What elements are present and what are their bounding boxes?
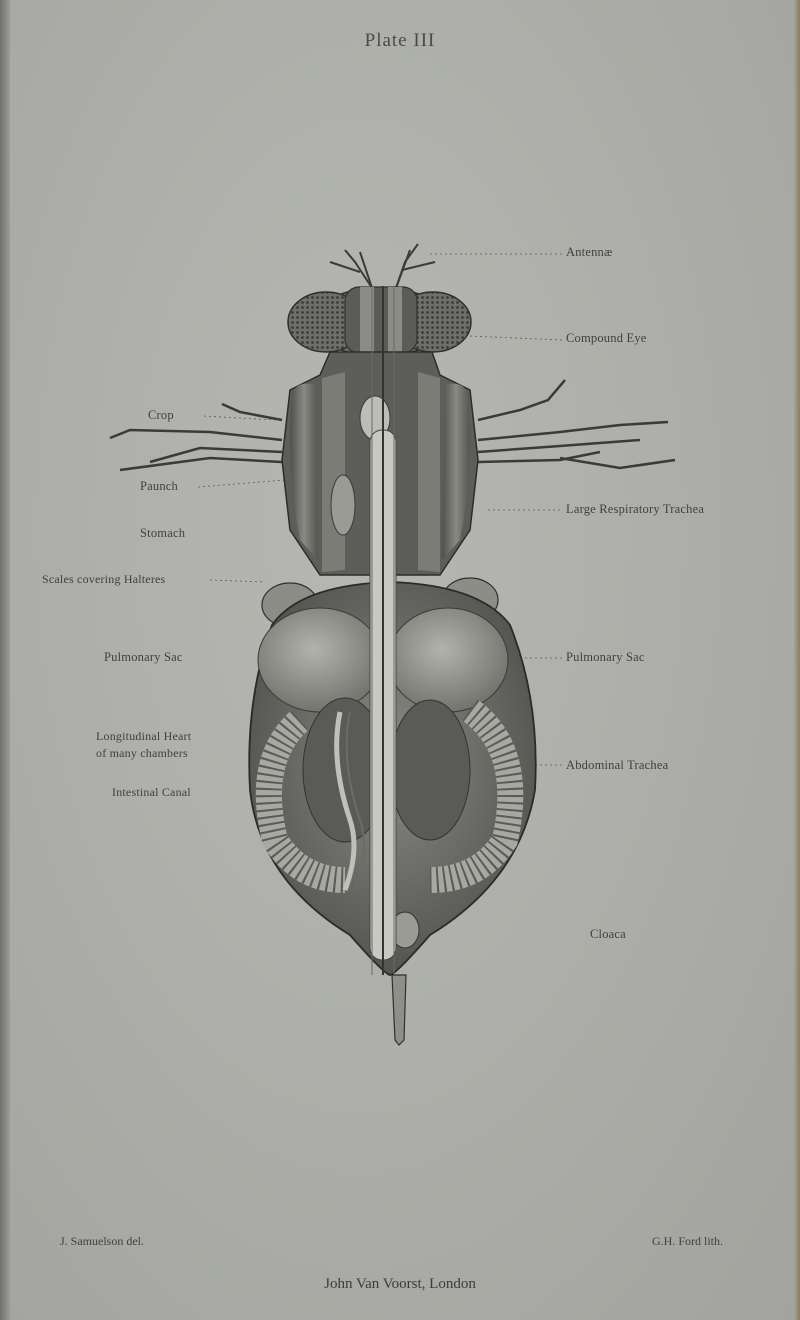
label-cloaca: Cloaca: [590, 927, 626, 941]
label-paunch: Paunch: [140, 479, 178, 493]
head-drawing: [288, 287, 471, 356]
lithographer-credit: G.H. Ford lith.: [652, 1234, 724, 1248]
plate-title: Plate III: [364, 30, 436, 51]
artist-credit: J. Samuelson del.: [60, 1234, 144, 1248]
label-compound-eye: Compound Eye: [566, 331, 647, 345]
label-crop: Crop: [148, 408, 174, 422]
publisher-credit: John Van Voorst, London: [324, 1276, 476, 1292]
label-large-respiratory-trachea: Large Respiratory Trachea: [566, 502, 705, 516]
label-longitudinal-heart-line2: of many chambers: [96, 746, 188, 760]
antennae-drawing: [330, 244, 435, 288]
tail-drawing: [392, 975, 406, 1045]
label-intestinal-canal: Intestinal Canal: [112, 785, 191, 799]
label-pulmonary-sac-left: Pulmonary Sac: [104, 650, 183, 664]
right-pulmonary-sac-drawing: [388, 608, 508, 712]
label-abdominal-trachea: Abdominal Trachea: [566, 758, 669, 772]
label-pulmonary-sac-right: Pulmonary Sac: [566, 650, 645, 664]
label-longitudinal-heart-line1: Longitudinal Heart: [96, 729, 192, 743]
left-pulmonary-sac-drawing: [258, 608, 382, 712]
label-stomach: Stomach: [140, 526, 186, 540]
label-antennae: Antennæ: [566, 245, 613, 259]
paunch-drawing: [331, 475, 355, 535]
label-scales-covering-halteres: Scales covering Halteres: [42, 572, 166, 586]
